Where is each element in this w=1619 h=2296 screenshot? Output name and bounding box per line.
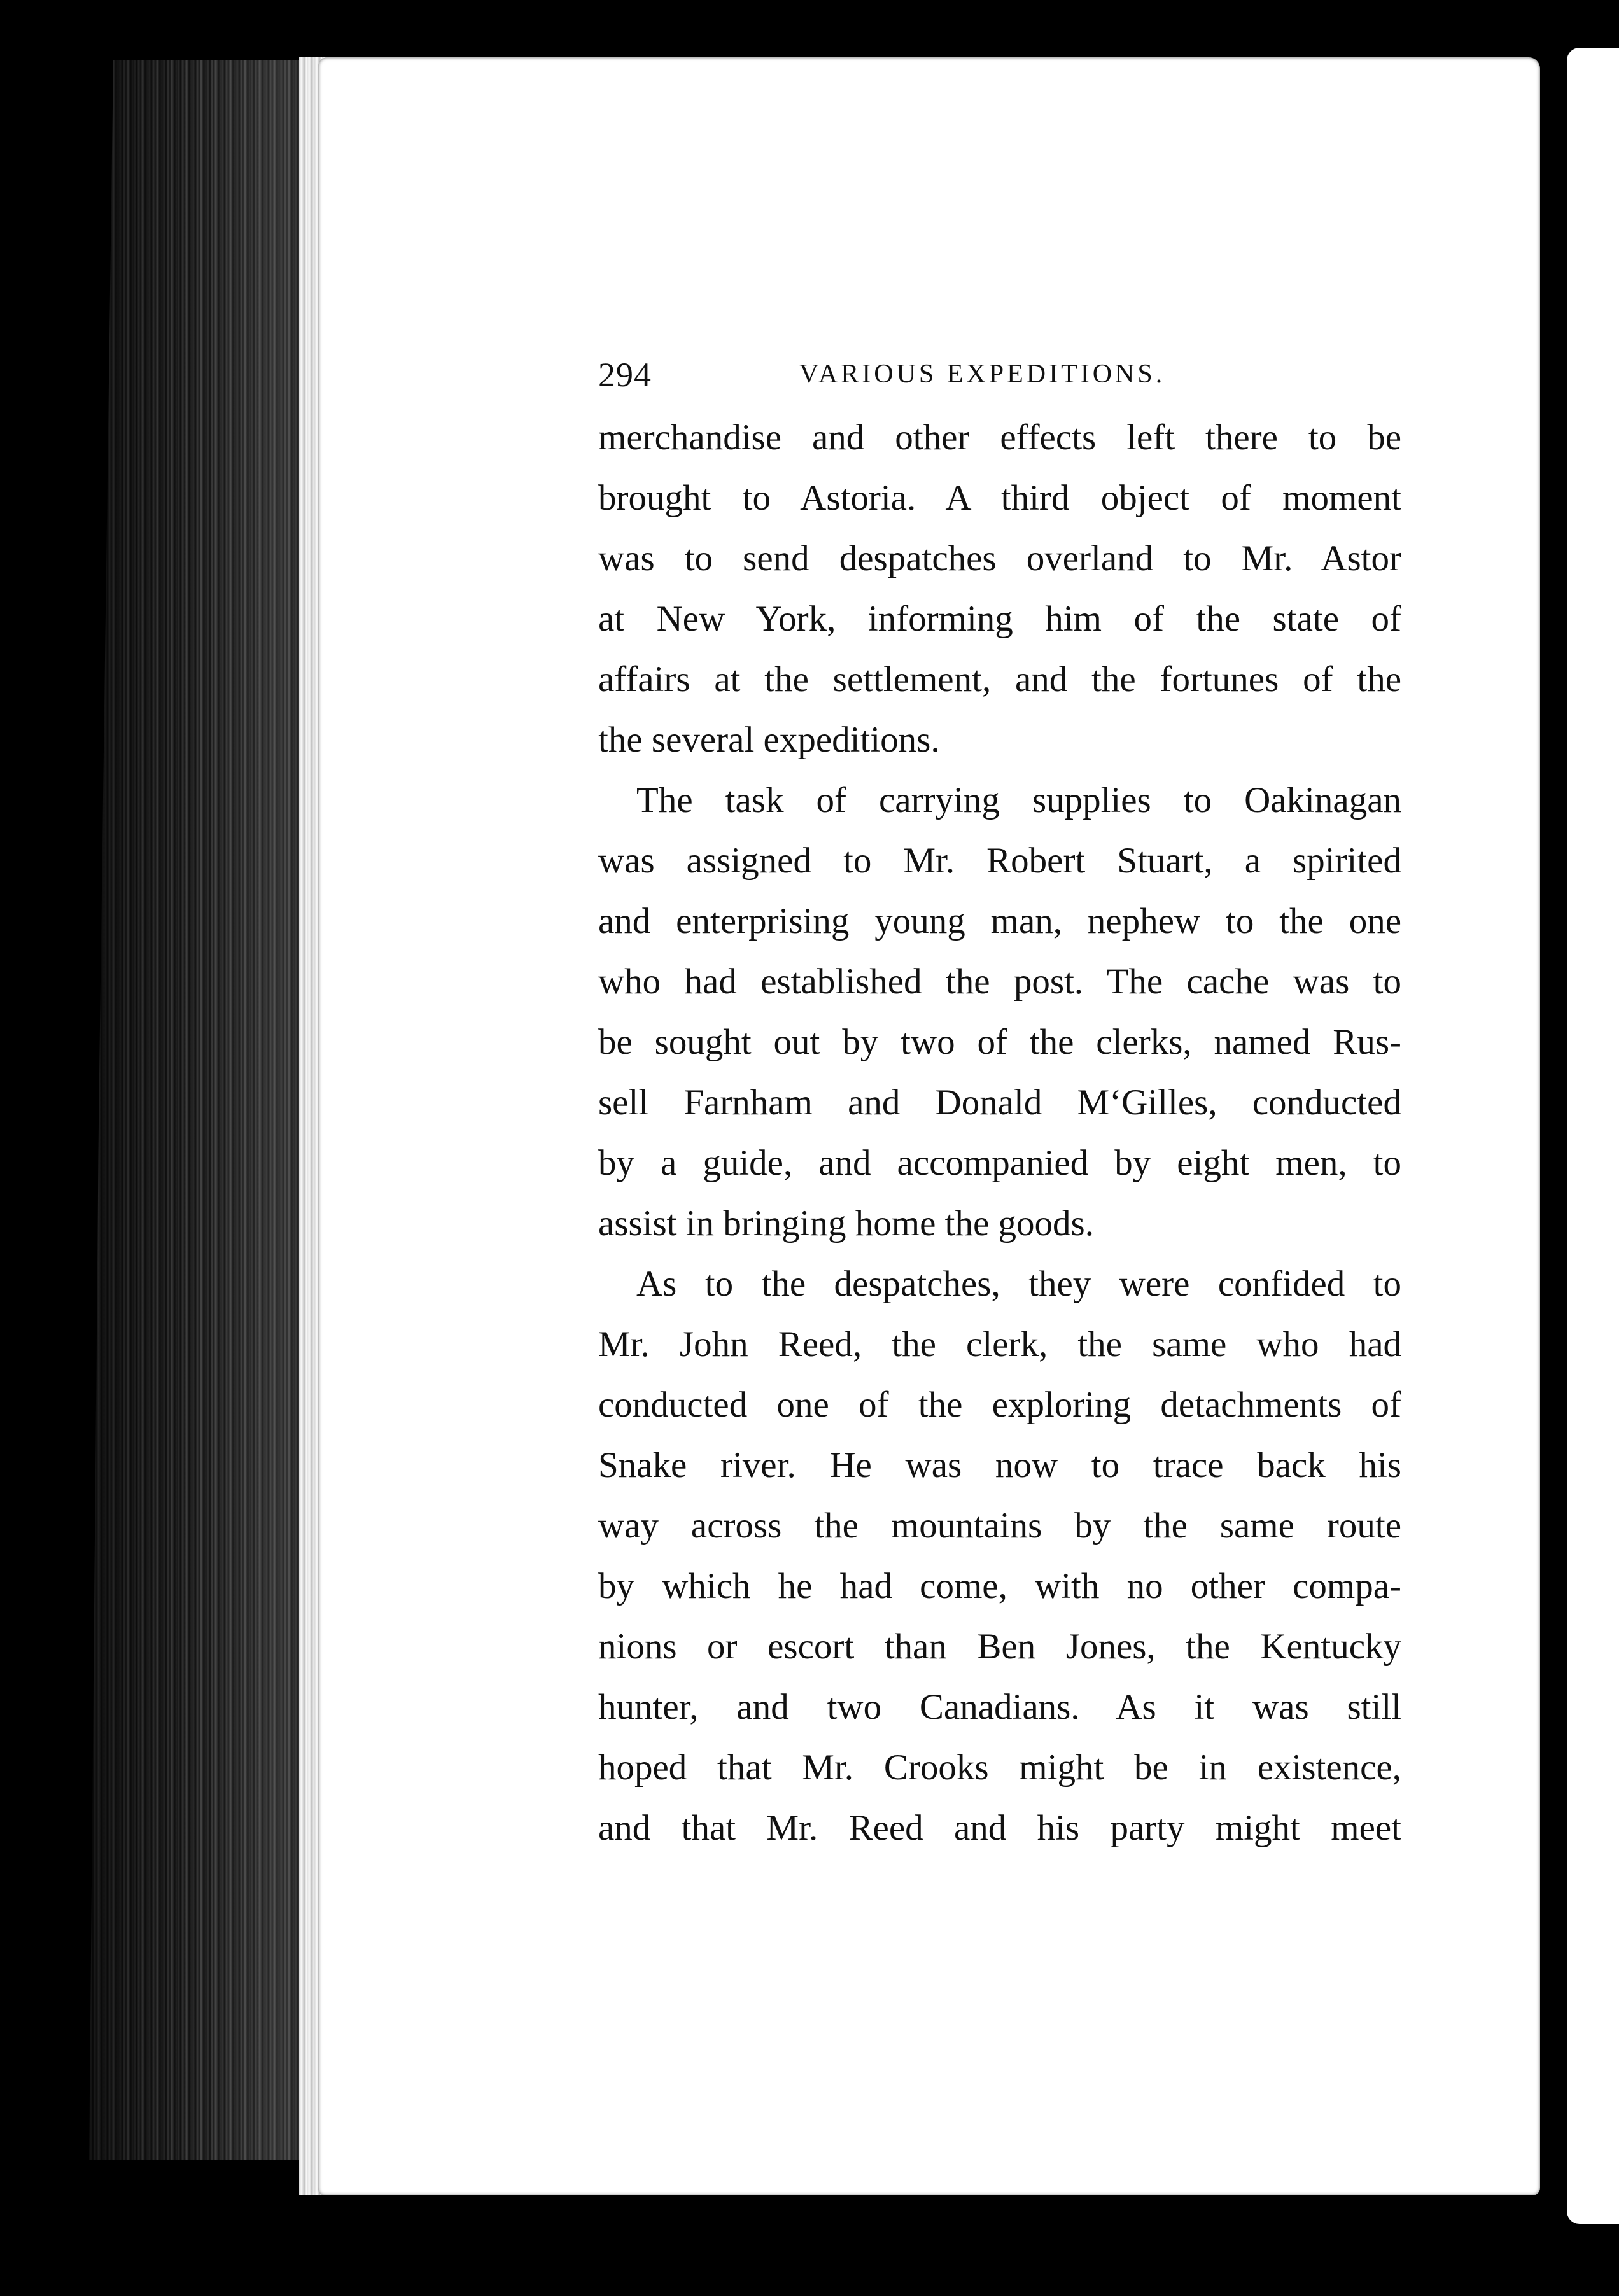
text-line: brought to Astoria. A third object of moment: [598, 478, 1401, 518]
text-line: nions or escort than Ben Jones, the Kentucky: [598, 1627, 1401, 1667]
text-line: by a guide, and accompanied by eight men, to: [598, 1143, 1401, 1183]
text-line: conducted one of the exploring detachments of: [598, 1385, 1401, 1425]
fore-edge-shadow: [89, 60, 331, 2160]
text-line: Mr. John Reed, the clerk, the same who had: [598, 1324, 1401, 1364]
text-line: The task of carrying supplies to Oakinagan: [636, 780, 1401, 820]
text-line: at New York, informing him of the state of: [598, 599, 1401, 639]
text-line: was to send despatches overland to Mr. Astor: [598, 538, 1401, 578]
paragraph-3: [598, 1254, 1401, 1858]
running-header: [598, 344, 1401, 407]
text-line: assist in bringing home the goods.: [598, 1203, 1094, 1243]
facing-page-edge: [1567, 48, 1619, 2224]
running-title: VARIOUS EXPEDITIONS.: [799, 360, 1166, 389]
text-line: affairs at the settlement, and the fortunes of the: [598, 659, 1401, 699]
text-line: merchandise and other effects left there to be: [598, 417, 1401, 458]
text-line: the several expeditions.: [598, 720, 940, 760]
text-line: hoped that Mr. Crooks might be in existence,: [598, 1747, 1401, 1788]
paragraph-2: [598, 770, 1401, 1254]
text-line: way across the mountains by the same route: [598, 1506, 1401, 1546]
page-number: 294: [598, 356, 652, 394]
text-line: and that Mr. Reed and his party might meet: [598, 1808, 1401, 1848]
text-line: As to the despatches, they were confided to: [636, 1264, 1401, 1304]
page-text: [598, 344, 1401, 1858]
text-line: hunter, and two Canadians. As it was still: [598, 1687, 1401, 1727]
text-line: be sought out by two of the clerks, named Rus-: [598, 1022, 1401, 1062]
text-line: Snake river. He was now to trace back his: [598, 1445, 1401, 1485]
text-line: sell Farnham and Donald M‘Gilles, conducted: [598, 1082, 1401, 1123]
text-line: and enterprising young man, nephew to the one: [598, 901, 1401, 941]
text-line: who had established the post. The cache was to: [598, 962, 1401, 1002]
text-line: by which he had come, with no other compa-: [598, 1566, 1401, 1606]
text-line: was assigned to Mr. Robert Stuart, a spirited: [598, 841, 1401, 881]
paragraph-1: [598, 407, 1401, 770]
